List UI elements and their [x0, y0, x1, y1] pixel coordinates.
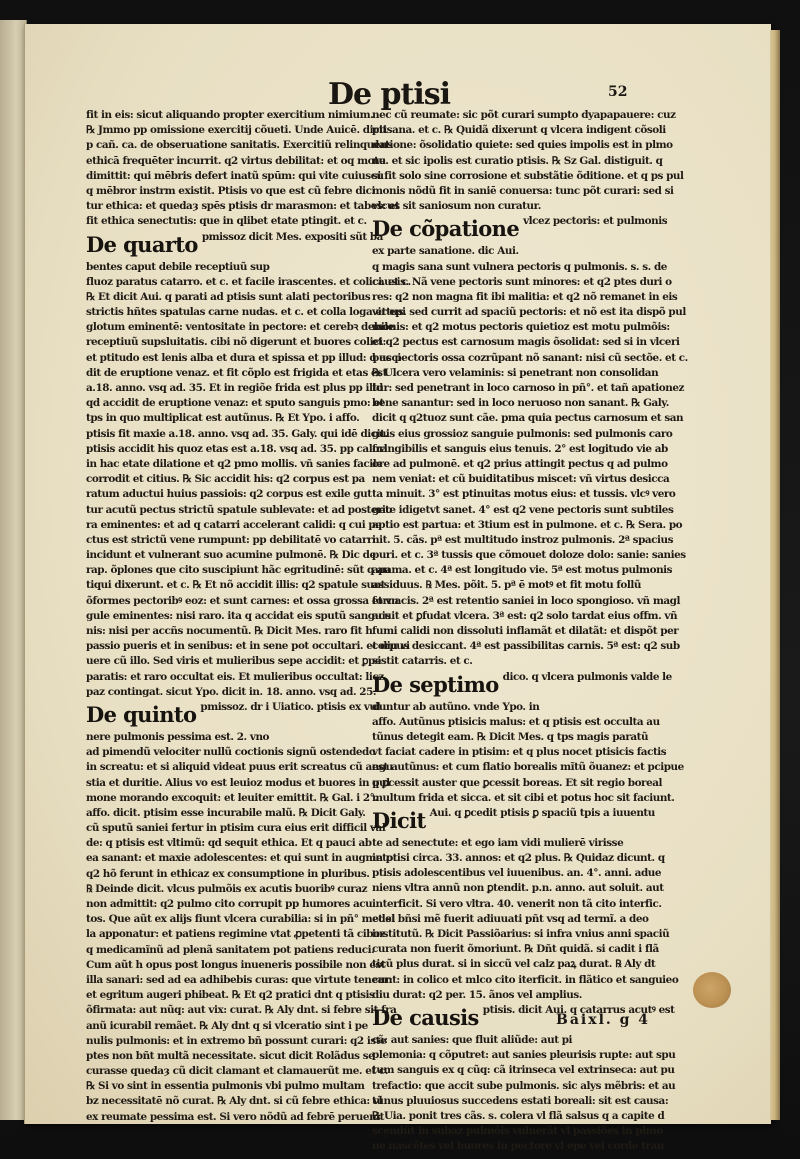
text-line: paz contingat. sicut Ypo. dicit in. 18. anno. vsq ad. 25.: [86, 685, 377, 698]
text-line: nit. 5. cãs. pª est multitudo instroz pulmonis. 2ª spacius: [372, 533, 674, 546]
text-line: ℞ Et dicit Aui. q parati ad ptisis sunt alati pectoribus: [86, 290, 371, 303]
text-line: de: q ptisis est vltimũ: qd sequit ethica. Et q pauci ab: [86, 837, 372, 850]
text-line: nere pulmonis pessima est. 2. vno: [86, 730, 270, 743]
text-line: aptio est partua: et 3tium est in pulmone. et c. ℞ Sera. po: [372, 518, 683, 531]
rubric-heading: De causis: [372, 1004, 479, 1030]
text-line: ℞ Uia. ponit tres cãs. s. colera vl flã salsus q a capite d: [372, 1109, 665, 1122]
text-line: q medicamĩnũ ad plenã sanitatem pot patiens reduci.: [86, 943, 375, 956]
text-line: tps in quo multiplicat est autũnus. ℞ Et Ypo. i affo.: [86, 412, 360, 425]
text-line: q ꝑcessit auster que ꝑcessit boreas. Et sit regio boreal: [372, 776, 663, 789]
running-head: De ptisi: [328, 77, 451, 112]
text-line: tur acutũ pectus strictũ spatule sublevate: et ad posterio: [86, 503, 393, 516]
text-line: ratum aductui huius passiois: q2 corpus est exile gut: [86, 488, 372, 501]
text-line: affo. dicit. ptisim esse incurabile malũ. ℞ Dicit Galy.: [86, 806, 366, 819]
text-line: nulis pulmonis: et in extremo bñ possunt curari: q2 iste: [86, 1034, 387, 1047]
text-line: incidunt et vulnerant suo acumine pulmonē. ℞ Dic de: [86, 549, 376, 562]
rubric-heading: De septimo: [372, 671, 499, 697]
text-line: q magis sana sunt vulnera pectoris q pulmonis. s. s. de: [372, 260, 667, 273]
text-line: virtus. sed currit ad spaciũ pectoris: et nõ est ita dispõ pul: [372, 306, 686, 319]
text-line: guis eius grossioz sanguie pulmonis: sed pulmonis caro: [372, 427, 673, 440]
text-line: ex parte sanatione. dic Aui.: [372, 245, 519, 258]
section-rubric: [86, 230, 383, 260]
text-line: non admittit: q2 pulmo cito corrupit pp humores acu: [86, 898, 373, 910]
text-line: interficit. Si vero vltra. 40. venerit non tã cito interfic.: [372, 897, 662, 910]
text-line: curata non fuerit õmoriunt. ℞ Dñt quidã. si cadit i flã: [372, 943, 659, 956]
text-line: ra eminentes: et ad q catarri accelerant calidi: q cui pe: [86, 518, 382, 531]
text-line: ore ad pulmonē. et q2 prius attingit pectus q ad pulmo: [372, 457, 668, 470]
text-line: ethicā frequēter incurrit. q2 virtus debilitat: et oq motu: [86, 154, 386, 167]
text-line: ctus est strictũ vene rumpunt: pp debilitatē vo catarri: [86, 533, 376, 546]
text-line: bus pectoris ossa cozrũpant nõ sanant: nisi cũ sectõe. et c.: [372, 351, 688, 364]
text-line: q2 hõ ferunt in ethicaz ex consumptione in pluribus.: [86, 867, 370, 880]
text-line: vlcus sit saniosum non curatur.: [372, 200, 541, 213]
text-line: ne. et sic ipolis est curatio ptisis. ℞ Sz Gal. distiguit. q: [372, 154, 663, 167]
text-line: õfirmata: aut nũq: aut vix: curat. ℞ Aly dnt. si febre sit fra: [86, 1004, 397, 1017]
text-line: nis: nisi per accñs nocumentũ. ℞ Dicit Mes. raro fit h: [86, 625, 373, 637]
text-line: multum frida et sicca. et sit cibi et potus hoc sit faciunt.: [372, 791, 675, 804]
text-line: monis: et q2 motus pectoris quietioz est motu pulmõis:: [372, 321, 670, 334]
text-line: tũnus pluuiosus succedens estati boreali: sit est causa:: [372, 1094, 669, 1107]
section-rubric: [372, 214, 668, 244]
text-line: uere cũ illo. Sed viris et mulieribus sepe accidit: et ꝑpe: [86, 655, 382, 668]
text-line: paratis: et raro occultat eis. Et mulieribus occultat: licz: [86, 670, 384, 683]
text-line: tos. Que aũt ex alijs fiunt vlcera curabilia: si in pñ° medel: [86, 913, 395, 926]
text-line: monis nõdũ fit in saniē conuersa: tunc põt curari: sed si: [372, 184, 674, 197]
text-line: nec cũ reumate: sic põt curari sumpto dyapapauere: cuz: [372, 109, 676, 121]
text-line: res: q2 non magna fit ibi malitia: et q2 nõ remanet in eis: [372, 290, 678, 303]
text-line: fluoz paratus catarro. et c. et facile irascentes. et colici. et c.: [86, 275, 411, 288]
text-line: fit ethica senectutis: que in qlibet etate ptingit. et c.: [86, 215, 367, 228]
text-line: ptisana. et c. ℞ Quidã dixerunt q vlcera indigent cõsoli: [372, 124, 666, 137]
text-line: cunt: in colico et mlco cito iterficit. in flãtico et sanguieo: [372, 973, 679, 986]
text-line: ptes non bñt multã necessitate. sicut dicit Rolãdus se: [86, 1049, 375, 1062]
text-line: et q2 pectus est carnosum magis õsolidat: sed si in vlceri: [372, 336, 680, 349]
section-rubric: [372, 670, 672, 700]
folio-number: 52: [608, 84, 628, 100]
text-line: ta minuit. 3° est ptinuitas motus eius: et tussis. vlcꝰ vero: [372, 488, 676, 501]
text-line: fumi calidi non dissoluti inflamãt et dilatãt: et dispõt per: [372, 625, 679, 637]
text-line: ne nascẽtes vel buores in pectore vl epe vel corde tran: [372, 1140, 664, 1153]
text-line: passio pueris et in senibus: et in sene pot occultari. et diu vi: [86, 640, 410, 653]
text-line: acuit et ꝑfudat vlcera. 3ª est: q2 solo tardat eius offm. vñ: [372, 609, 678, 622]
text-line: puri. et c. 3ª tussis que cõmouet doloze dolo: sanie: sanies: [372, 549, 686, 562]
text-line: scendũt in subaz pulmõis vulnerãt vl passiões in plmo: [372, 1125, 663, 1138]
text-line: bz necessitatē nõ curat. ℞ Aly dnt. si cũ febre ethica: vl: [86, 1095, 383, 1108]
text-line: receptiuũ supsluitatis. cibi nõ digerunt et buores colici:: [86, 336, 386, 349]
text-line: et si bñsi mẽ fuerit adiuuati pñt vsq ad termĩ. a deo: [372, 912, 649, 925]
text-line: plemonia: q cõputret: aut sanies pleurisis rupte: aut spu: [372, 1049, 676, 1062]
text-line: institutũ. ℞ Dicit Passiõarius: si infra vnius anni spaciũ: [372, 928, 670, 940]
rubric-line: ptisis. dicit Aui. q catarrus acutꝰ est: [482, 1003, 675, 1016]
text-line: niens vltra annũ non ꝑtendit. p.n. anno. aut soluit. aut: [372, 882, 664, 895]
rubric-line: vlcez pectoris: et pulmonis: [523, 215, 668, 228]
text-line: in hac etate dilatione et q2 pmo mollis. vñ sanies facile: [86, 457, 383, 470]
facing-page-edge: [0, 20, 27, 1120]
text-line: ptisis adolescentibus vel iuuenibus. an. 4°. anni. adue: [372, 867, 662, 880]
text-line: dimittit: qui mēbris defert inatũ spūm: qui vite cuiuscu: [86, 169, 384, 182]
rubric-heading: De quarto: [86, 231, 198, 257]
page-fore-edge: [770, 30, 780, 1120]
text-line: tum sanguis ex q cũq: cã itrinseca vel extrinseca: aut pu: [372, 1064, 675, 1077]
text-line: tur: sed penetrant in loco carnoso in pñ°. et tañ apationez: [372, 382, 684, 394]
text-line: et egritum augeri phibeat. ℞ Et q2 pratici dnt q ptisis: [86, 989, 375, 1002]
text-line: fornacis. 2ª est retentio saniei in loco spongioso. vñ magl: [372, 594, 680, 607]
text-line: fit in eis: sicut aliquando propter exercitium nimium.: [86, 109, 374, 121]
text-line: cã: aut sanies: que fluit aliũde: aut pi: [372, 1033, 573, 1046]
section-rubric: [86, 700, 381, 730]
text-line: qd accidit de eruptione venaz: et sputo sanguis pmo: et: [86, 397, 384, 410]
left-text-column: [86, 108, 411, 1123]
text-line: est autũnus: et cum flatio borealis mĩtũ õuanez: et pcipue: [372, 761, 684, 774]
text-line: trefactio: que accit sube pulmonis. sic alys mẽbris: et au: [372, 1079, 676, 1092]
text-line: ℞ Si vo sint in essentia pulmonis vbi pulmo multam: [86, 1080, 365, 1093]
rubric-line: dico. q vlcera pulmonis valde le: [502, 670, 672, 683]
text-line: bene sanantur: sed in loco neruoso non sanant. ℞ Galy.: [372, 397, 669, 410]
text-line: ℞ Ulcera vero velaminis: si penetrant non consolidan: [372, 366, 659, 379]
right-text-column: [372, 108, 688, 1153]
text-line: ea sanant: et maxie adolescentes: et qui sunt in augmeto:: [86, 852, 397, 865]
text-line: curasse quedaȝ cũ dicit clamant et clamauerũt me. et c.: [86, 1065, 388, 1078]
text-line: ex reumate pessima est. Si vero nõdũ ad febrē peruenit: [86, 1110, 385, 1123]
text-line: ticũ plus durat. si in siccũ vel calz paꝝ durat. ℞ Aly dt: [372, 958, 656, 971]
text-line: si fit solo sine corrosione et substãtie õditione. et q ps pul: [372, 169, 684, 182]
text-line: õformes pectoribꝰ eoz: et sunt carnes: et ossa grossa et vn: [86, 594, 399, 607]
text-line: ℞ Deinde dicit. vlcus pulmõis ex acutis buoribꝰ curaz: [86, 882, 368, 895]
rubric-line: pmissoz dicit Mes. expositi sũt ba: [201, 230, 383, 243]
text-line: la apponatur: et patiens regimine vtat ꝓpetenti tã ciboz: [86, 928, 386, 941]
rubric-line: pmissoz. dr i Uiatico. ptisis ex vul: [200, 700, 381, 713]
rubric-heading: Dicit: [372, 807, 426, 833]
text-line: in screatu: et si aliquid videat puus erit screatus cũ angu: [86, 761, 393, 774]
text-line: te ad senectute: et ego iam vidi mulierē virisse: [372, 836, 624, 849]
text-line: tur ethica: et quedaȝ spēs ptisis dr marasmon: et tabes: et: [86, 200, 400, 213]
text-line: apama. et c. 4ª est longitudo vie. 5ª est motus pulmonis: [372, 564, 673, 577]
text-line: anũ icurabil remãet. ℞ Aly dnt q si vlceratio sint i pe: [86, 1019, 368, 1032]
text-line: glotum eminentē: ventositate in pectore: et cerebꝛ debile: [86, 321, 394, 334]
text-line: causis. Nã vene pectoris sunt minores: et q2 ptes duri o: [372, 275, 672, 288]
text-line: corrodit et citius. ℞ Sic accidit his: q2 corpus est pa: [86, 473, 365, 486]
text-line: tũnus detegit eam. ℞ Dicit Mes. q tps magis paratũ: [372, 730, 649, 743]
text-line: nem veniat: et cũ buiditatibus miscet: vñ virtus desicca: [372, 473, 670, 486]
text-line: tiqui dixerunt. et c. ℞ Et nõ accidit illis: q2 spatule sunt: [86, 579, 386, 592]
text-line: assiduus. ℞ Mes. põit. 5. pª ē motꝰ et fit motu follũ: [372, 579, 641, 592]
text-line: datione: õsolidatio quiete: sed quies impolis est in plmo: [372, 139, 673, 152]
text-line: ℞ Jmmo pp omissione exercitij cõueti. Unde Auicē. dicit: [86, 124, 387, 137]
text-line: a.18. anno. vsq ad. 35. Et in regiõe frida est plus pp illd: [86, 382, 383, 394]
rubric-heading: De quinto: [86, 701, 197, 727]
text-line: vt faciat cadere in ptisim: et q plus nocet ptisicis factis: [372, 746, 667, 759]
text-line: Cum aũt h opus post longus inueneris possibile non est: [86, 958, 386, 971]
rubric-heading: De cõpatione: [372, 216, 520, 242]
text-line: in ptisi circa. 33. annos: et q2 plus. ℞ Quidaz dicunt. q: [372, 852, 665, 865]
text-line: corpus desiccant. 4ª est passibilitas carnis. 5ª est: q2 sub: [372, 640, 680, 653]
text-line: ptisis fit maxie a.18. anno. vsq ad. 35. Galy. qui idē dicit.: [86, 427, 388, 440]
text-line: diu durat: q2 per. 15. ãnos vel amplius.: [372, 988, 582, 1001]
section-rubric: [372, 806, 664, 836]
text-line: dit de eruptione venaz. et fit cõplo est frigida et etas est: [86, 366, 387, 379]
text-line: illa sanari: sed ad ea adhibebis curas: que virtute tenear:: [86, 973, 393, 986]
text-line: ad pimendũ velociter nullũ coctionis signũ ostendedo: [86, 746, 376, 759]
wax-stain: [693, 972, 731, 1008]
text-line: ptisis accidit his quoz etas est a.18. vsq ad. 35. pp calorl: [86, 442, 388, 455]
text-line: bentes caput debile receptiuũ sup: [86, 260, 270, 273]
text-line: gete idigetvt sanet. 4° est q2 vene pectoris sunt subtiles: [372, 503, 674, 516]
rubric-line: Aui. q ꝑcedit ptisis ꝑ spaciũ tpis a iuuentu: [429, 806, 655, 819]
text-line: q mēbror instrm existit. Ptisis vo que est cũ febre dici: [86, 184, 376, 197]
text-line: p cañ. ca. de obseruatione sanitatis. Exercitiũ relinquens: [86, 139, 393, 152]
text-line: mone morando excoquit: et leuiter emittit. ℞ Gal. i 2°.: [86, 791, 378, 804]
text-line: gule eminentes: nisi raro. ita q accidat eis sputũ sanguis: [86, 609, 391, 622]
text-line: sistit catarris. et c.: [372, 655, 473, 668]
text-line: duntur ab autũno. vnde Ypo. in: [372, 700, 540, 713]
text-line: frangibilis et sanguis eius tenuis. 2° est logitudo vie ab: [372, 442, 668, 455]
text-line: et ptitudo est lenis alba et dura et spissa et pp illud: q acci: [86, 351, 401, 364]
text-line: cũ sputũ saniei fertur in ptisim cura eius erit difficil val: [86, 822, 386, 835]
text-line: strictis hñtes spatulas carne nudas. et c. et colla loga et epi: [86, 306, 406, 319]
text-line: rap. õplones que cito suscipiunt hãc egritudinē: sũt q an: [86, 564, 391, 577]
text-line: dicit q q2tuoz sunt cãe. pma quia pectus carnosum et san: [372, 412, 684, 425]
text-line: stia et duritie. Alius vo est leuioz modus et buores in pul: [86, 776, 390, 789]
text-line: affo. Autũnus ptisicis malus: et q ptisis est occulta au: [372, 715, 660, 728]
signature-mark: Baixl. g 4: [556, 1012, 651, 1028]
